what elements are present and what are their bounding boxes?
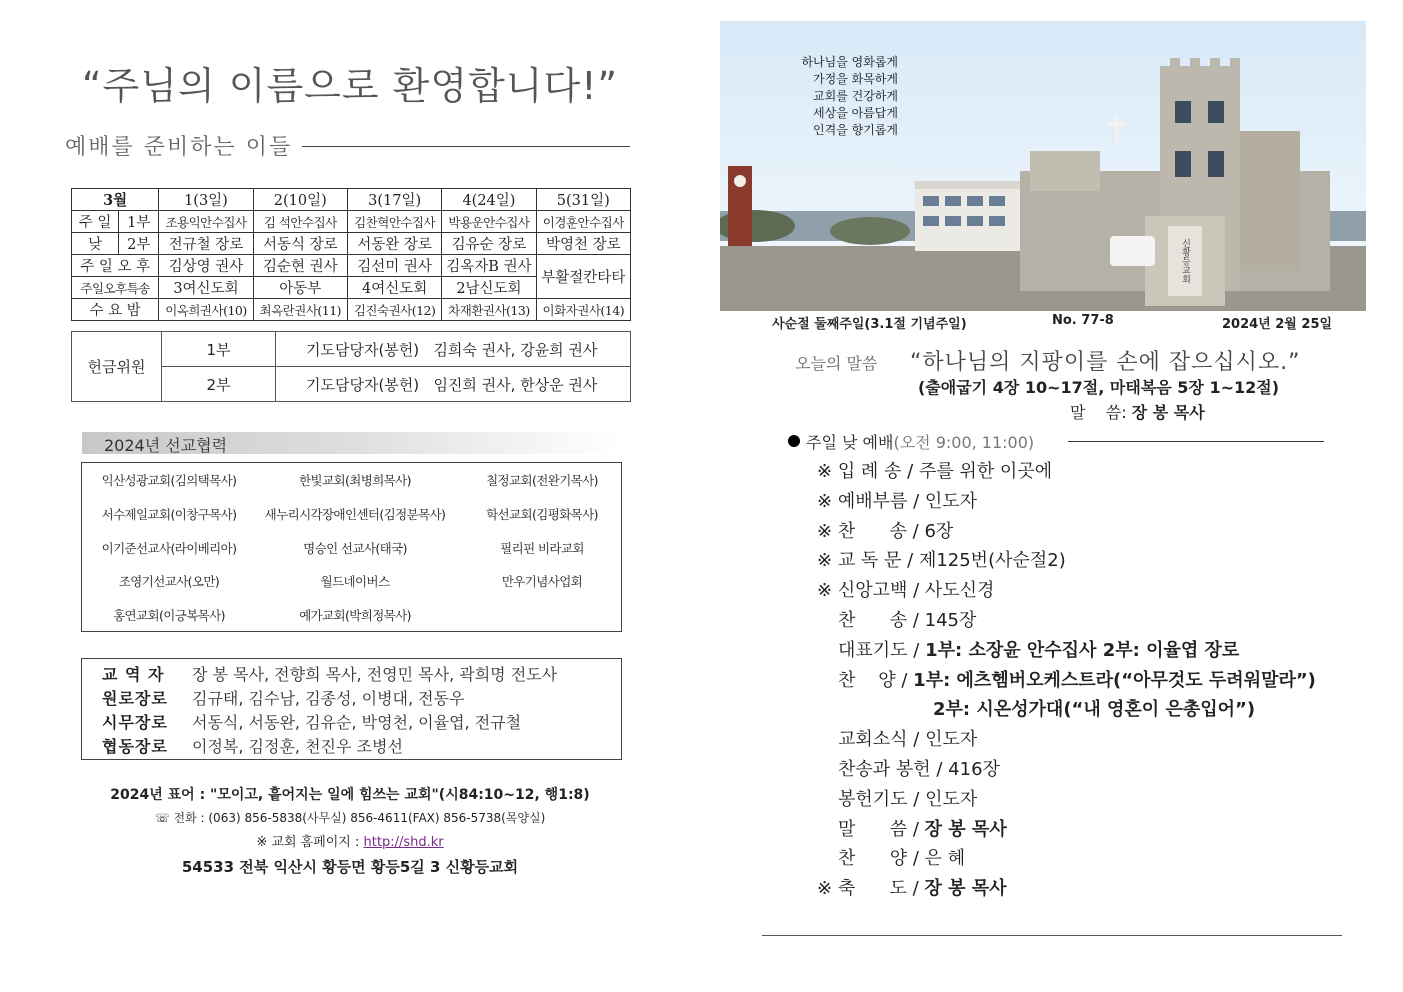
order-value: 사도신경 bbox=[924, 580, 995, 602]
asterisk-mark-icon: ※ bbox=[817, 490, 838, 512]
staff-names: 김규태, 김수남, 김종성, 이병대, 전동우 bbox=[192, 689, 465, 708]
table-cell: 김옥자B 권사 bbox=[442, 255, 536, 277]
asterisk-mark-icon: ※ bbox=[817, 461, 838, 482]
bulletin-date: 2024년 2월 25일 bbox=[1222, 317, 1333, 332]
order-item bbox=[838, 606, 976, 632]
order-item bbox=[838, 815, 1007, 841]
church-sign-text: 신황등교회 bbox=[1180, 238, 1190, 284]
order-item bbox=[838, 636, 1239, 662]
table-row bbox=[72, 332, 631, 367]
table-cell: 2(10일) bbox=[253, 189, 347, 211]
table-cell: 주 일 bbox=[72, 211, 119, 233]
table-cell: 박영천 장로 bbox=[536, 233, 630, 255]
order-label: 찬 양 / bbox=[838, 848, 925, 870]
order-value: 인도자 bbox=[925, 788, 978, 810]
preacher-label: 말 씀: bbox=[1070, 403, 1127, 422]
table-cell: 주일오후특송 bbox=[72, 277, 159, 299]
order-value: 145장 bbox=[924, 610, 977, 631]
table-cell: 기도담당자(봉헌) 김희숙 권사, 강윤희 권사 bbox=[276, 332, 631, 367]
order-item bbox=[817, 874, 1007, 900]
list-item: 한빛교회(최병희목사) bbox=[299, 473, 411, 488]
table-cell: 서동완 장로 bbox=[347, 233, 441, 255]
list-item: 예가교회(박희정목사) bbox=[299, 608, 411, 623]
table-cell: 김 석안수집사 bbox=[253, 211, 347, 233]
staff-row bbox=[102, 662, 557, 685]
list-item: 새누리시각장애인센터(김정분목사) bbox=[264, 507, 446, 522]
mission-title: 2024년 선교협력 bbox=[104, 436, 228, 455]
table-cell: 최옥란권사(11) bbox=[253, 299, 347, 321]
order-label: 입 례 송 / bbox=[837, 461, 919, 482]
church-photo bbox=[720, 21, 1366, 311]
table-cell: 서동식 장로 bbox=[253, 233, 347, 255]
order-label: 교회소식 / bbox=[838, 729, 926, 751]
slogan-line: 가정을 화목하게 bbox=[813, 72, 898, 86]
table-cell: 김선미 권사 bbox=[347, 255, 441, 277]
order-label: 말 씀 / bbox=[838, 818, 925, 840]
asterisk-mark-icon: ※ bbox=[817, 580, 838, 602]
staff-role: 교 역 자 bbox=[102, 665, 165, 684]
table-cell: 3여신도회 bbox=[159, 277, 253, 299]
bullet-icon bbox=[788, 435, 800, 447]
table-cell: 이경훈안수집사 bbox=[536, 211, 630, 233]
church-building-illustration bbox=[720, 21, 1366, 311]
service-name: 주일 낮 예배 bbox=[806, 433, 894, 452]
asterisk-mark-icon: ※ bbox=[817, 520, 838, 542]
order-label: 축 도 / bbox=[837, 878, 925, 900]
staff-role: 시무장로 bbox=[102, 713, 168, 732]
list-item: 익산성광교회(김의택목사) bbox=[101, 473, 237, 488]
table-cell: 기도담당자(봉헌) 임진희 권사, 한상운 권사 bbox=[276, 367, 631, 402]
divider bbox=[762, 935, 1342, 936]
order-value: 2부: 시온성가대(“내 영혼이 은총입어”) bbox=[933, 699, 1256, 721]
staff-row bbox=[102, 734, 403, 757]
list-item: 만우기념사업회 bbox=[501, 574, 583, 589]
church-address: 54533 전북 익산시 황등면 황등5길 3 신황등교회 bbox=[181, 858, 519, 876]
table-cell: 조용익안수집사 bbox=[159, 211, 253, 233]
table-cell: 김진숙권사(12) bbox=[347, 299, 441, 321]
table-cell: 헌금위원 bbox=[72, 332, 162, 402]
list-item: 칠정교회(전완기목사) bbox=[486, 473, 598, 488]
asterisk-mark-icon: ※ bbox=[817, 878, 838, 900]
staff-role: 협동장로 bbox=[102, 737, 168, 756]
service-time: (오전 9:00, 11:00) bbox=[893, 433, 1035, 452]
order-value: 인도자 bbox=[925, 729, 978, 751]
table-row bbox=[72, 189, 631, 211]
list-item: 홍연교회(이긍복목사) bbox=[113, 608, 225, 623]
order-label: 예배부름 / bbox=[837, 490, 925, 512]
list-item: 서수제일교회(이창구목사) bbox=[101, 507, 237, 522]
table-row bbox=[72, 299, 631, 321]
table-cell: 2부 bbox=[119, 233, 159, 255]
table-cell: 2남신도회 bbox=[442, 277, 536, 299]
staff-box bbox=[81, 658, 622, 760]
welcome-heading: “주님의 이름으로 환영합니다!” bbox=[81, 64, 619, 108]
divider bbox=[302, 146, 630, 147]
order-item bbox=[817, 576, 994, 602]
table-cell: 전규철 장로 bbox=[159, 233, 253, 255]
staff-names: 이정복, 김정훈, 천진우 조병선 bbox=[192, 737, 403, 756]
table-cell: 5(31일) bbox=[536, 189, 630, 211]
list-item: 월드네이버스 bbox=[320, 574, 390, 589]
order-item bbox=[838, 725, 977, 751]
table-row bbox=[72, 233, 631, 255]
order-item bbox=[838, 666, 1316, 692]
table-cell: 낮 bbox=[72, 233, 119, 255]
bulletin-number: No. 77-8 bbox=[1052, 313, 1114, 328]
order-item bbox=[838, 755, 1000, 781]
table-cell: 이옥희권사(10) bbox=[159, 299, 253, 321]
table-cell: 김상영 권사 bbox=[159, 255, 253, 277]
order-label: 봉헌기도 / bbox=[838, 788, 926, 810]
order-label: 교 독 문 / bbox=[837, 550, 919, 572]
order-value: 장 봉 목사 bbox=[924, 818, 1007, 840]
order-item bbox=[933, 695, 1255, 721]
order-value: 제125번(사순절2) bbox=[918, 550, 1066, 572]
church-motto: 2024년 표어 : "모이고, 흩어지는 일에 힘쓰는 교회"(시84:10~12, 행1:8) bbox=[110, 787, 590, 803]
order-item bbox=[817, 517, 953, 543]
list-item: 이기준선교사(라이베리아) bbox=[101, 541, 237, 556]
sermon-title: “하나님의 지팡이를 손에 잡으십시오.” bbox=[910, 350, 1301, 375]
table-row bbox=[72, 255, 631, 277]
order-item bbox=[817, 546, 1066, 572]
order-value: 416장 bbox=[948, 759, 1000, 780]
order-label: 찬송과 봉헌 / bbox=[838, 759, 949, 780]
scripture-reference: (출애굽기 4장 10~17절, 마태복음 5장 1~12절) bbox=[918, 378, 1280, 397]
table-cell: 4여신도회 bbox=[347, 277, 441, 299]
slogan-line: 세상을 아름답게 bbox=[813, 106, 898, 120]
asterisk-mark-icon: ※ bbox=[817, 550, 838, 572]
order-value: 인도자 bbox=[924, 490, 978, 512]
slogan-line: 인격을 향기롭게 bbox=[813, 123, 898, 137]
staff-row bbox=[102, 710, 521, 733]
order-value: 1부: 소장윤 안수집사 2부: 이율엽 장로 bbox=[925, 639, 1240, 661]
table-cell: 김순현 권사 bbox=[253, 255, 347, 277]
slogan-line: 하나님을 영화롭게 bbox=[801, 55, 898, 69]
slogan-line: 교회를 건강하게 bbox=[813, 89, 898, 103]
section-title-preparers: 예배를 준비하는 이들 bbox=[65, 135, 293, 160]
homepage-line bbox=[0, 831, 700, 850]
list-item: 조영기선교사(오만) bbox=[118, 574, 220, 589]
church-phone: ☏ 전화 : (063) 856-5838(사무실) 856-4611(FAX) 856-5738(목양실) bbox=[154, 811, 546, 825]
list-item: 필리핀 비라교회 bbox=[500, 541, 584, 556]
table-cell: 3월 bbox=[72, 189, 159, 211]
order-label: 찬 송 / bbox=[838, 610, 925, 631]
offering-committee-table bbox=[71, 331, 631, 402]
table-cell: 주 일 오 후 bbox=[72, 255, 159, 277]
table-cell: 이화자권사(14) bbox=[536, 299, 630, 321]
order-value: 6장 bbox=[924, 520, 954, 542]
table-cell: 1부 bbox=[119, 211, 159, 233]
order-value: 은 혜 bbox=[924, 848, 966, 870]
homepage-label: ※ 교회 홈페이지 : bbox=[256, 835, 364, 850]
list-item: 학선교회(김평화목사) bbox=[486, 507, 598, 522]
table-cell: 3(17일) bbox=[347, 189, 441, 211]
sermon-lead: 오늘의 말씀 bbox=[795, 354, 878, 373]
table-cell: 부활절칸타타 bbox=[536, 255, 630, 299]
order-label: 대표기도 / bbox=[838, 639, 926, 661]
divider bbox=[1068, 441, 1324, 442]
staff-role: 원로장로 bbox=[102, 689, 168, 708]
order-label: 찬 양 / bbox=[838, 669, 914, 691]
list-item: 명승인 선교사(태국) bbox=[303, 541, 407, 556]
preacher-name: 장 봉 목사 bbox=[1131, 403, 1205, 422]
table-cell: 김찬혁안수집사 bbox=[347, 211, 441, 233]
table-cell: 4(24일) bbox=[442, 189, 536, 211]
order-value: 1부: 에츠헴버오케스트라(“아무것도 두려워말라”) bbox=[913, 669, 1316, 691]
table-cell: 박용운안수집사 bbox=[442, 211, 536, 233]
homepage-link[interactable]: http://shd.kr bbox=[363, 835, 444, 850]
order-item bbox=[838, 785, 977, 811]
order-label: 신앙고백 / bbox=[837, 580, 925, 602]
table-cell: 김유순 장로 bbox=[442, 233, 536, 255]
table-cell: 차재환권사(13) bbox=[442, 299, 536, 321]
mission-title-bar bbox=[82, 432, 620, 454]
table-cell: 아동부 bbox=[253, 277, 347, 299]
order-value: 주를 위한 이곳에 bbox=[918, 461, 1053, 482]
preacher-line bbox=[1070, 400, 1205, 423]
table-cell: 수 요 밤 bbox=[72, 299, 159, 321]
table-cell: 1(3일) bbox=[159, 189, 253, 211]
table-row bbox=[72, 211, 631, 233]
order-item bbox=[838, 844, 965, 870]
order-item bbox=[817, 487, 977, 513]
order-value: 장 봉 목사 bbox=[924, 878, 1007, 900]
staff-row bbox=[102, 686, 465, 709]
order-label: 찬 송 / bbox=[837, 520, 925, 542]
order-item bbox=[817, 457, 1052, 483]
worship-schedule-table bbox=[71, 188, 631, 321]
service-header bbox=[788, 430, 1034, 453]
staff-names: 장 봉 목사, 전향희 목사, 전영민 목사, 곽희명 전도사 bbox=[192, 665, 558, 684]
table-cell: 1부 bbox=[162, 332, 276, 367]
liturgical-week: 사순절 둘째주일(3.1절 기념주일) bbox=[772, 317, 967, 332]
table-cell: 2부 bbox=[162, 367, 276, 402]
staff-names: 서동식, 서동완, 김유순, 박영천, 이율엽, 전규철 bbox=[192, 713, 522, 732]
mission-partner-box bbox=[81, 462, 622, 632]
